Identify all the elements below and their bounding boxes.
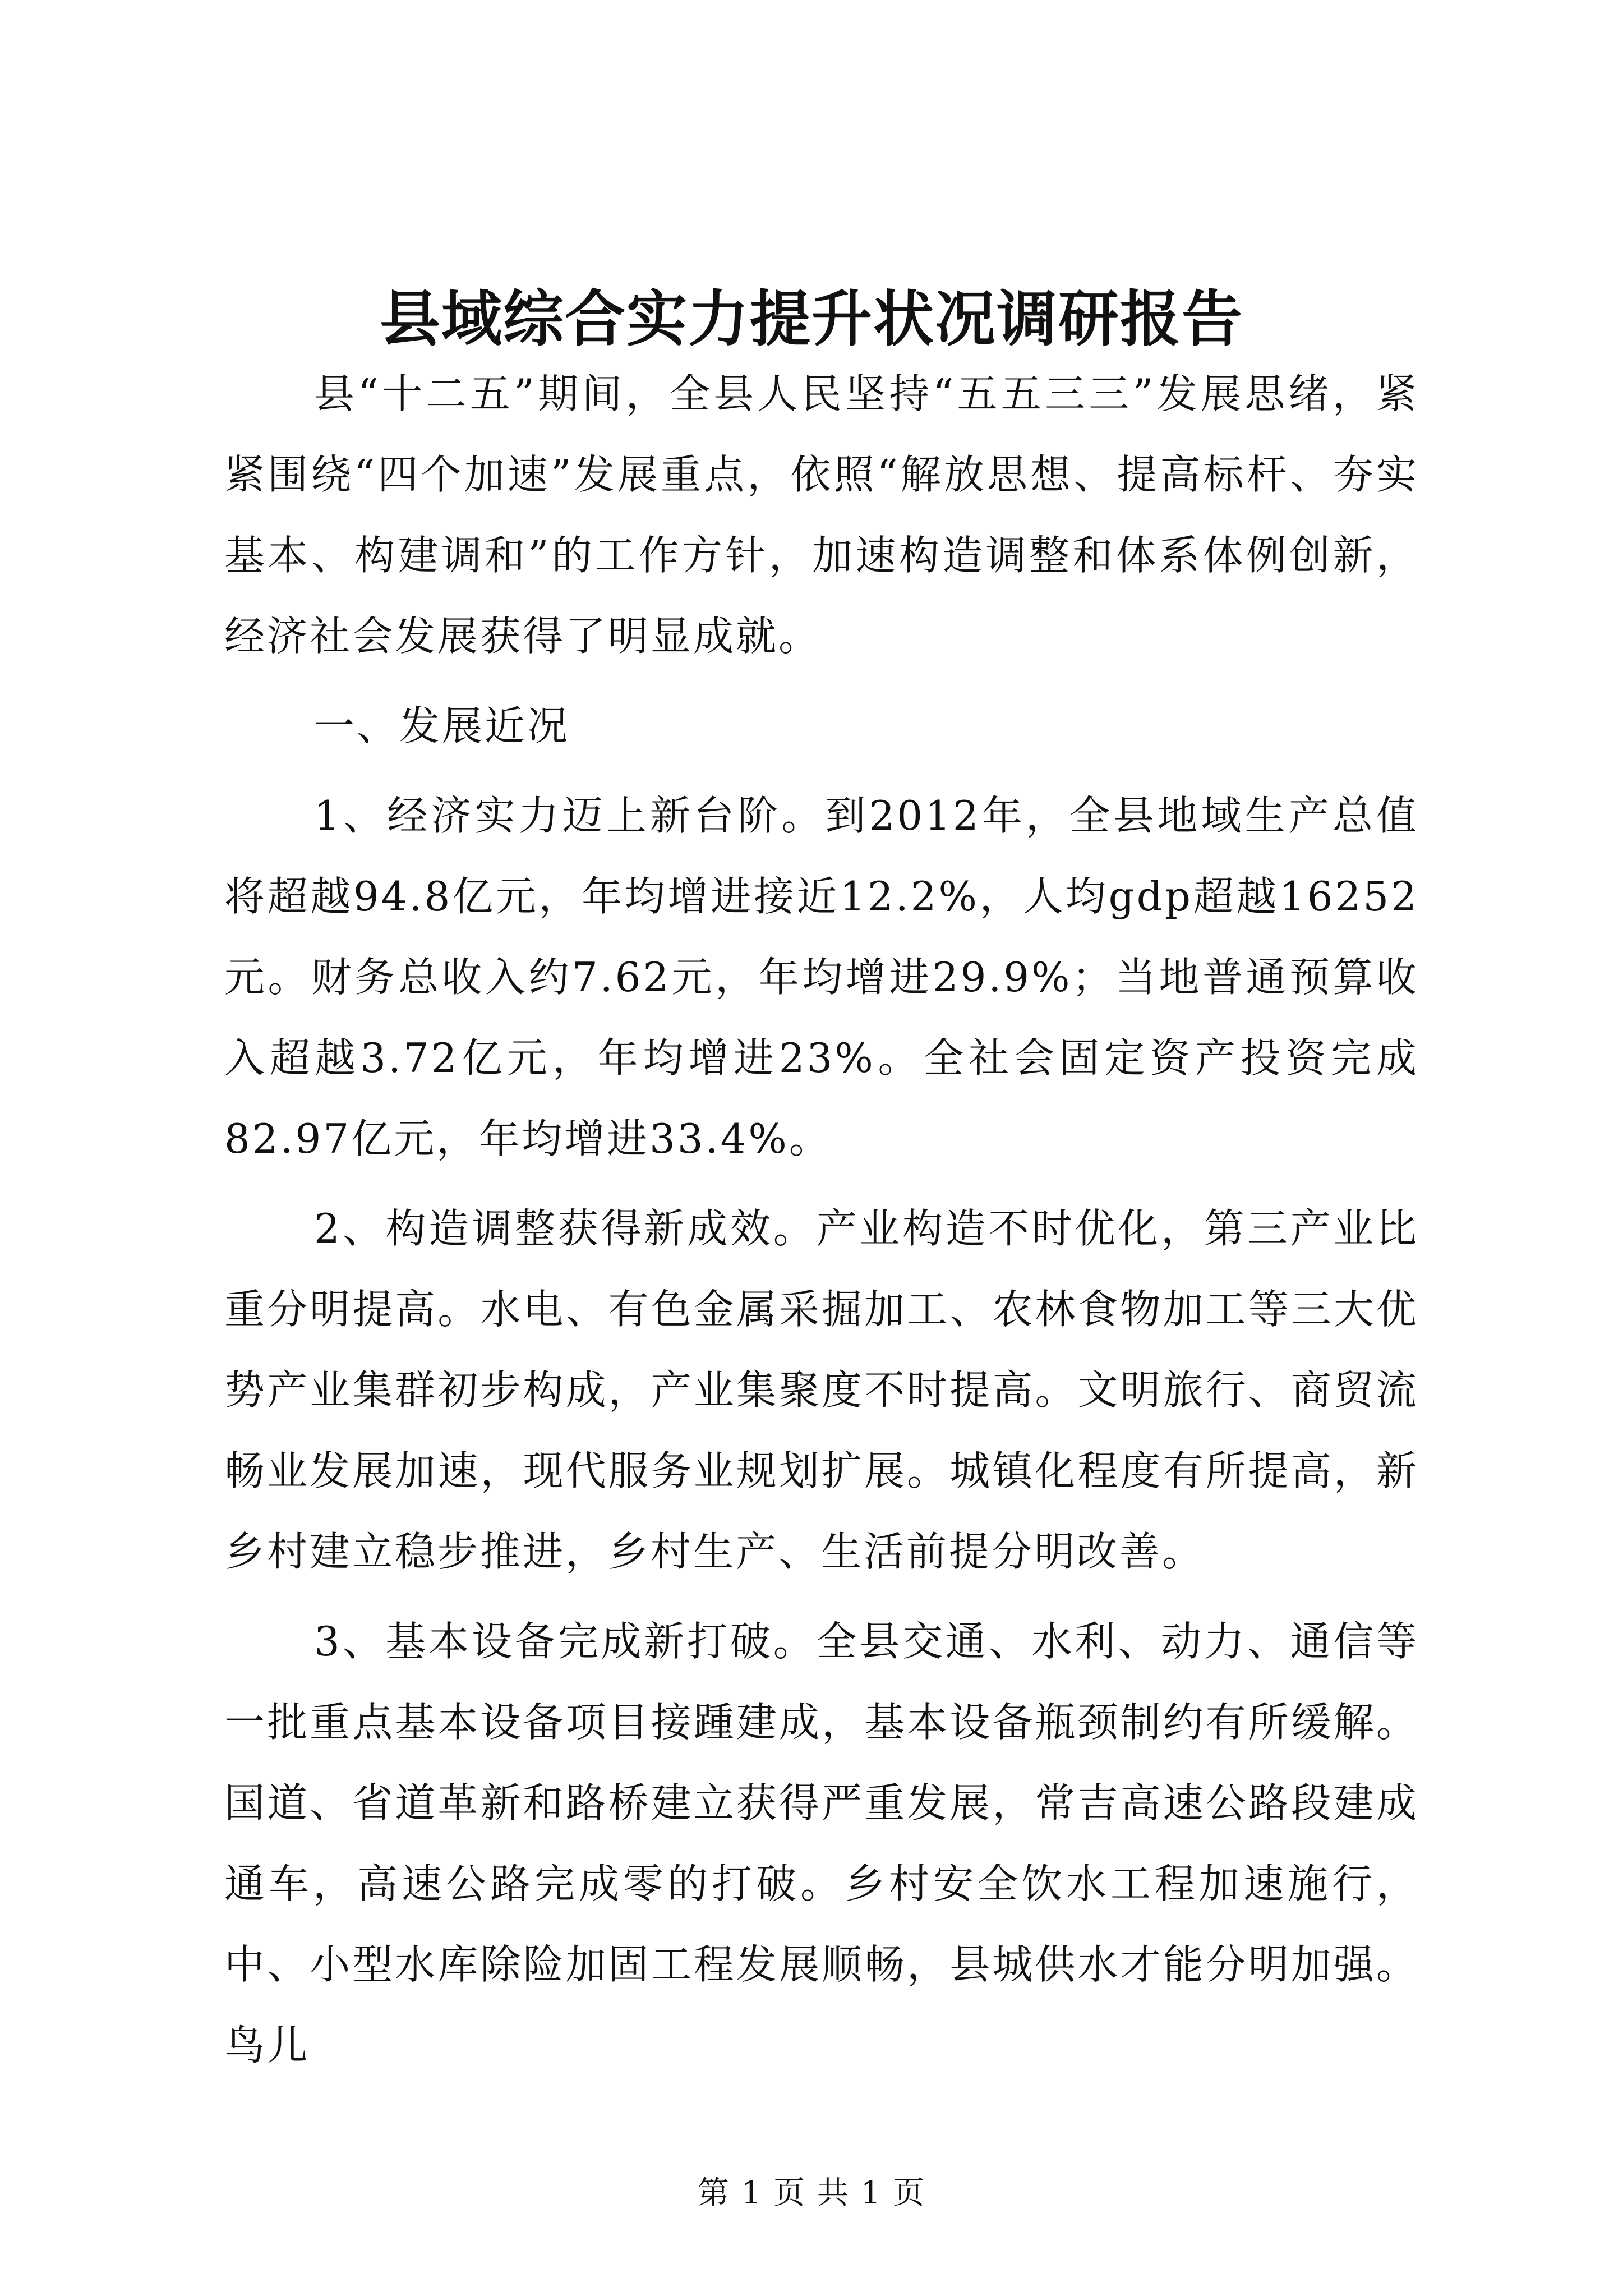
paragraph-economy: 1、经济实力迈上新台阶。到2012年，全县地域生产总值将超越94.8亿元，年均增进接近12.2%，人均gdp超越16252元。财务总收入约7.62元，年均增进29.9%；当地普通预算收入超越3.72亿元，年均增进23%。全社会固定资产投资完成82.97亿元，年均增进33.4%。 xyxy=(224,792,1419,1162)
page-number-footer: 第 1 页 共 1 页 xyxy=(697,2175,926,2211)
document-body xyxy=(224,353,1419,2095)
paragraph-infrastructure: 3、基本设备完成新打破。全县交通、水利、动力、通信等一批重点基本设备项目接踵建成，基本设备瓶颈制约有所缓解。国道、省道革新和路桥建立获得严重发展，常吉高速公路段建成通车，高速公路完成零的打破。乡村安全饮水工程加速施行，中、小型水库除险加固工程发展顺畅，县城供水才能分明加强。鸟儿 xyxy=(224,1618,1419,2069)
section-heading: 一、发展近况 xyxy=(314,702,570,749)
paragraph-intro: 县“十二五”期间，全县人民坚持“五五三三”发展思绪，紧紧围绕“四个加速”发展重点，依照“解放思想、提高标杆、夯实基本、构建调和”的工作方针，加速构造调整和体系体例创新，经济社会发展获得了明显成就。 xyxy=(224,370,1419,660)
paragraph-structure: 2、构造调整获得新成效。产业构造不时优化，第三产业比重分明提高。水电、有色金属采掘加工、农林食物加工等三大优势产业集群初步构成，产业集聚度不时提高。文明旅行、商贸流畅业发展加速，现代服务业规划扩展。城镇化程度有所提高，新乡村建立稳步推进，乡村生产、生活前提分明改善。 xyxy=(224,1205,1419,1575)
document-title: 县域综合实力提升状况调研报告 xyxy=(379,284,1243,355)
